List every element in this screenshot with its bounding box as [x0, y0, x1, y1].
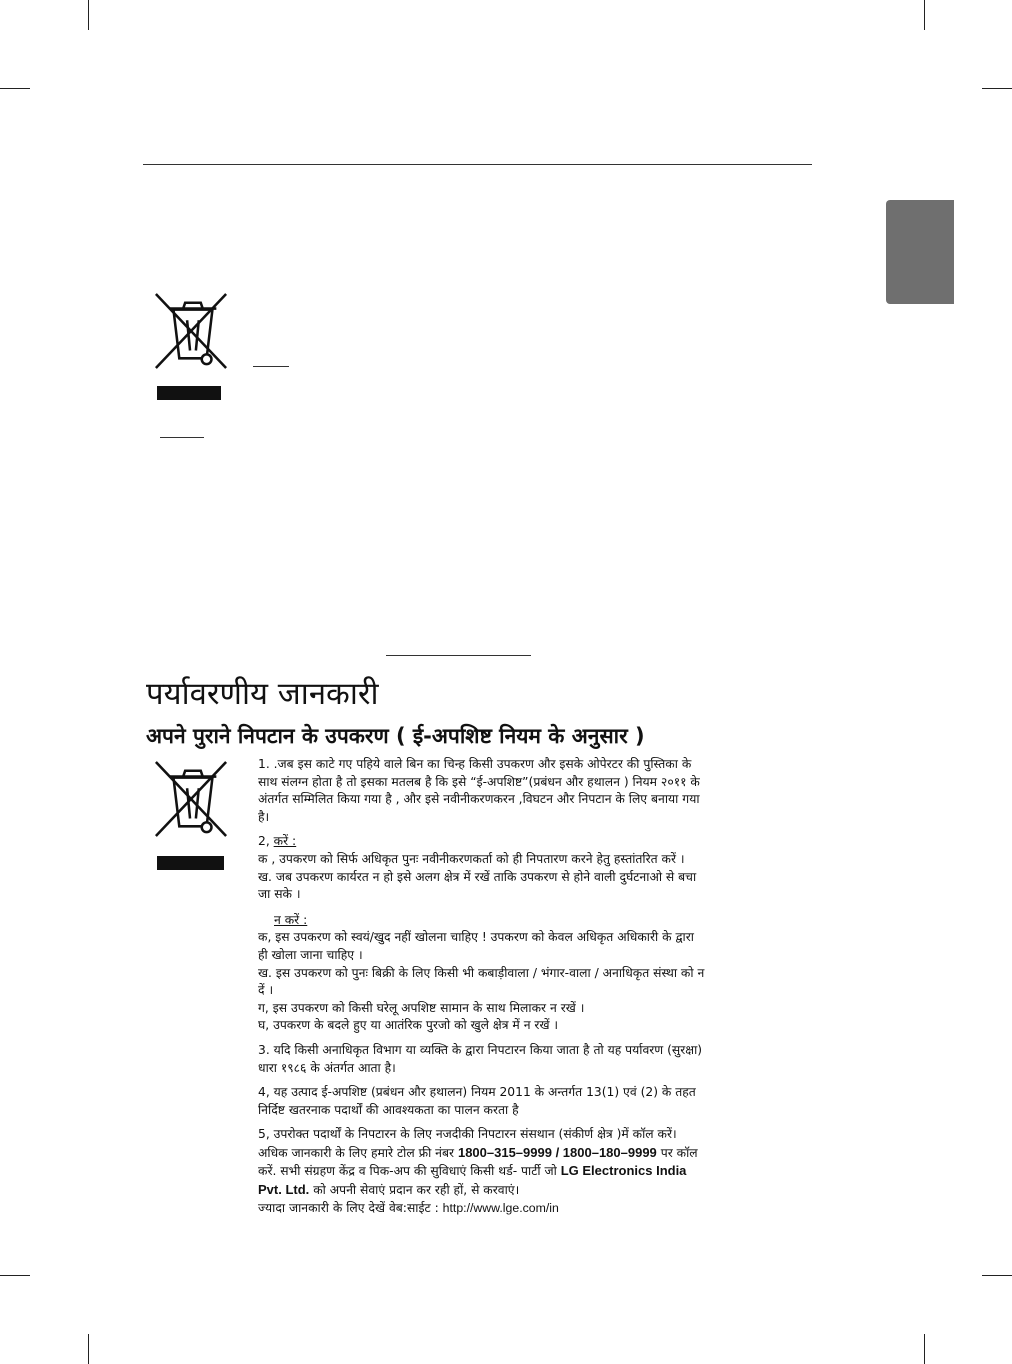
toll-free-numbers: 1800–315–9999 / 1800–180–9999: [457, 1144, 657, 1160]
dont-item-ga: ग, इस उपकरण को किसी घरेलू अपशिष्ट सामान के साथ मिलाकर न रखें ।: [258, 1000, 585, 1015]
crop-mark-bottom-left-horizontal: [0, 1275, 30, 1276]
paragraph-3: 3. यदि किसी अनाधिकृत विभाग या व्यक्ति के द्वारा निपटारन किया जाता है तो यह पर्यावरण (सुरक्षा) धारा १९८६ के अंतर्गत आता है।: [258, 1042, 703, 1075]
crop-mark-top-left-horizontal: [0, 88, 30, 89]
dont-item-ka: क, इस उपकरण को स्वयं/खुद नहीं खोलना चाहिए ! उपकरण को केवल अधिकृत अधिकारी के द्वारा ही खोला जाना चाहिए ।: [258, 930, 694, 962]
paragraph-2: [258, 833, 706, 903]
section-subtitle: अपने पुराने निपटान के उपकरण ( ई-अपशिष्ट नियम के अनुसार ): [146, 724, 645, 748]
crossed-out-wheelie-bin-icon: [152, 758, 230, 840]
paragraph-5-text-a: 5, उपरोक्त पदार्थों के निपटारन के लिए नजदीकी निपटारन संसथान (संकीर्ण क्षेत्र )में कॉल करें। अधिक जानकारी के लिए हमारे टोल फ्री नंबर: [258, 1127, 677, 1160]
paragraph-5-text-c: को अपनी सेवाएं प्रदान कर रही हों, से करवाएं।: [309, 1183, 520, 1198]
short-rule-upper-3: [386, 655, 531, 656]
crop-mark-top-left-vertical: [88, 0, 89, 30]
section-title: पर्यावरणीय जानकारी: [146, 676, 379, 712]
header-rule: [143, 164, 812, 165]
website-url[interactable]: http://www.lge.com/in: [442, 1200, 559, 1215]
short-underline-upper-2: [160, 437, 204, 438]
dont-heading: न करें :: [274, 912, 308, 927]
bin-underbar-lower: [157, 856, 224, 870]
website-label: ज्यादा जानकारी के लिए देखें वेब:साईट :: [258, 1200, 443, 1215]
crop-mark-bottom-right-horizontal: [982, 1275, 1012, 1276]
crop-mark-top-right-horizontal: [982, 88, 1012, 89]
wheelie-bin-icon-upper: [152, 290, 230, 372]
do-heading: करें :: [273, 834, 297, 849]
wheelie-bin-icon-lower: [152, 758, 230, 840]
disposal-instructions: [258, 756, 706, 1224]
crossed-out-wheelie-bin-icon: [152, 290, 230, 372]
dont-section: [258, 912, 706, 1035]
paragraph-1: 1. .जब इस काटे गए पहिये वाले बिन का चिन्ह किसी उपकरण और इसके ओपेरटर की पुस्तिका के साथ संलग्न होता है तो इसका मतलब है कि इसे “ई-अपशिष्ट”(प्रबंधन और हथालन ) नियम २०११ के अंतर्गत सम्मिलित किया गया है , और इसे नवीनीकरणकरन ,विघटन और निपटान के लिए बनाया गया है।: [258, 757, 700, 824]
dont-item-kha: ख. इस उपकरण को पुनः बिक्री के लिए किसी भी कबाड़ीवाला / भंगार-वाला / अनाधिकृत संस्था को न दें ।: [258, 965, 705, 998]
language-side-tab: [886, 200, 954, 304]
paragraph-4: 4, यह उत्पाद ई-अपशिष्ट (प्रबंधन और हथालन) नियम 2011 के अन्तर्गत 13(1) एवं (2) के तहत निर्दिष्ट खतरनाक पदार्थों की आवश्यकता का पालन करता है: [258, 1085, 696, 1117]
do-item-ka: क , उपकरण को सिर्फ अधिकृत पुनः नवीनीकरणकर्ता को ही निपतारण करने हेतु हस्तांतरित करें ।: [258, 851, 685, 866]
short-underline-upper-1: [253, 366, 289, 367]
dont-item-gha: घ, उपकरण के बदले हुए या आतंरिक पुरजो को खुले क्षेत्र में न रखें ।: [258, 1018, 559, 1033]
bin-underbar-upper: [157, 386, 221, 400]
do-item-kha: ख. जब उपकरण कार्यरत न हो इसे अलग क्षेत्र में रखें ताकि उपकरण से होने वाली दुर्घटनाओ से बचा जा सके ।: [258, 869, 697, 902]
paragraph-2-number: 2,: [258, 834, 274, 849]
company-name: LG Electronics India Pvt. Ltd.: [258, 1163, 687, 1198]
crop-mark-bottom-left-vertical: [88, 1334, 89, 1364]
crop-mark-bottom-right-vertical: [924, 1334, 925, 1364]
crop-mark-top-right-vertical: [924, 0, 925, 30]
paragraph-5: [258, 1126, 706, 1217]
paragraph-5-text-b: पर कॉल करें. सभी संग्रहण केंद्र व पिक-अप की सुविधाएं किसी थर्ड- पार्टी जो: [258, 1145, 698, 1179]
